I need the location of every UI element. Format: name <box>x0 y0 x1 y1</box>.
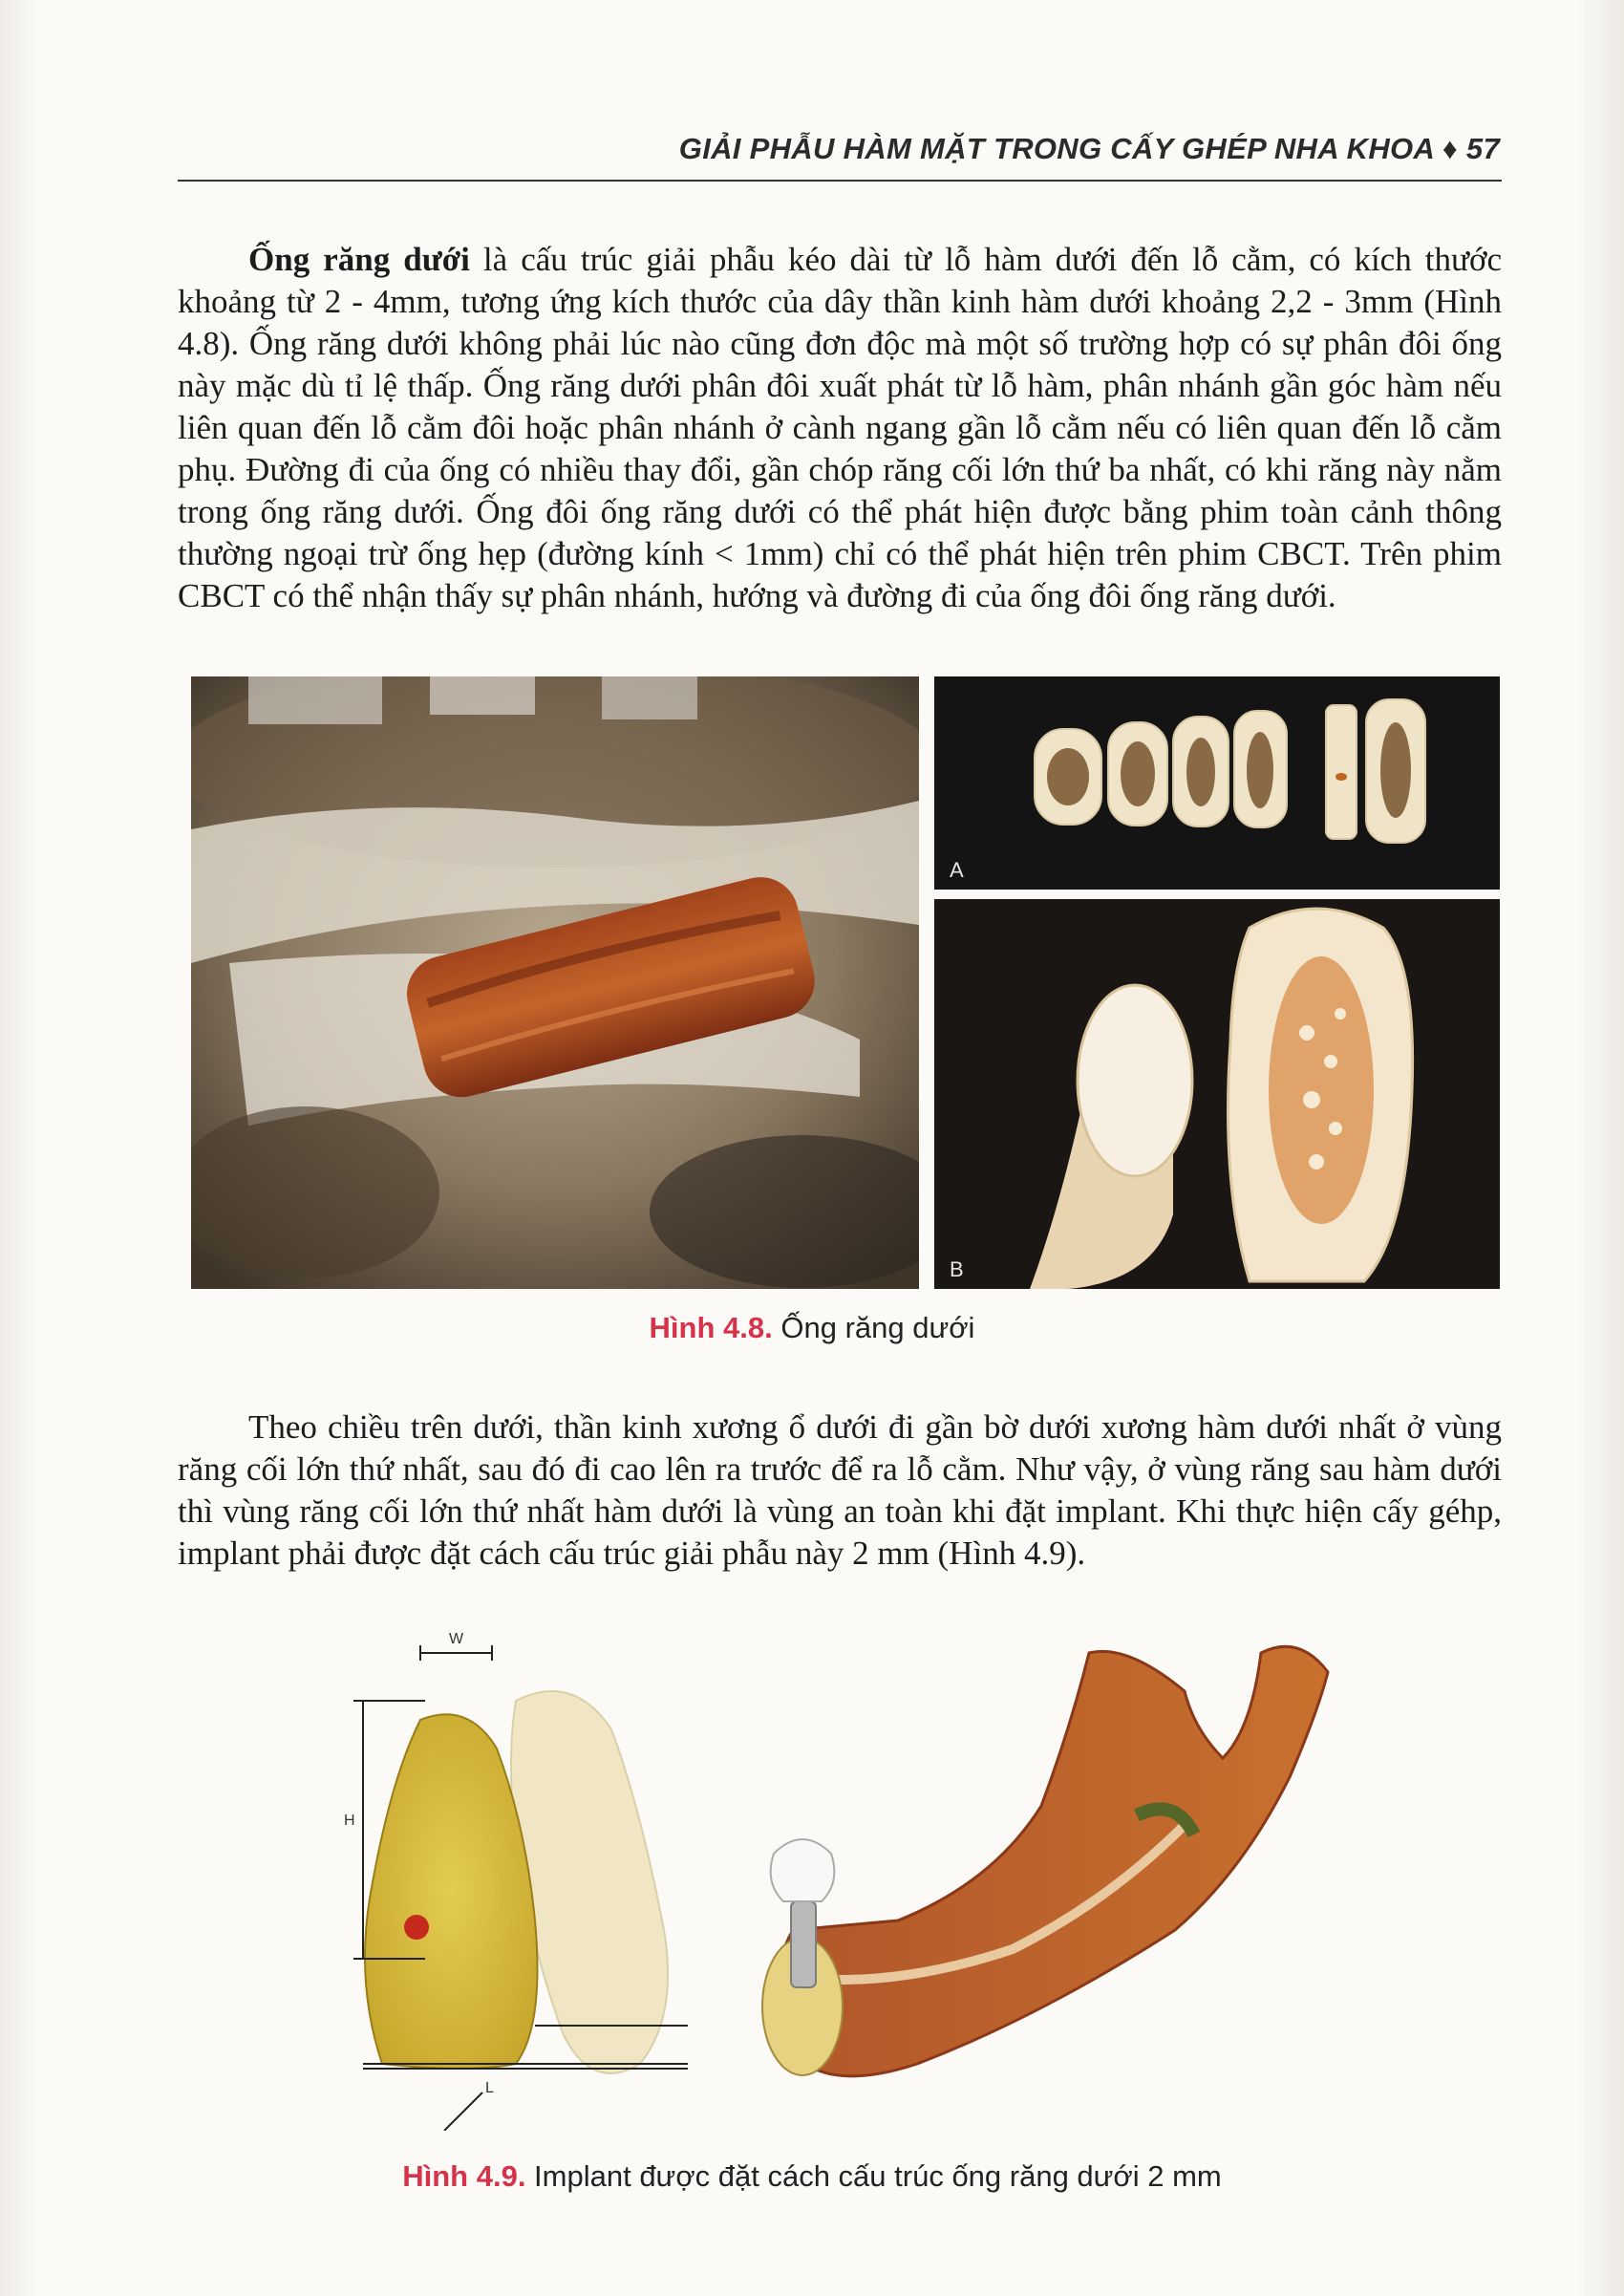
figure-4-8-label: Hình 4.8. <box>649 1311 773 1344</box>
panel-b-label: B <box>950 1257 964 1281</box>
running-header: GIẢI PHẪU HÀM MẶT TRONG CẤY GHÉP NHA KHOA ♦ 57 <box>678 132 1500 165</box>
figure-4-9-caption <box>0 2159 1624 2194</box>
figure-4-8-caption <box>0 1311 1624 1345</box>
bone-sections-photo-a <box>934 676 1500 890</box>
figure-4-9-text: Implant được đặt cách cấu trúc ống răng dưới 2 mm <box>525 2159 1222 2193</box>
figure-4-9-label: Hình 4.9. <box>402 2159 526 2193</box>
paragraph-mandibular-canal <box>178 239 1502 617</box>
paragraph-implant-safety: Theo chiều trên dưới, thần kinh xương ổ dưới đi gần bờ dưới xương hàm dưới nhất ở vùng răng cối lớn thứ nhất, sau đó đi cao lên ra trước để ra lỗ cằm. Như vậy, ở vùng răng sau hàm dưới thì vùng răng cối lớn thứ nhất hàm dưới là vùng an toàn khi đặt implant. Khi thực hiện cấy géhp, implant phải được đặt cách cấu trúc giải phẫu này 2 mm (Hình 4.9). <box>178 1408 1502 1572</box>
header-rule <box>178 180 1502 182</box>
panel-a-label: A <box>950 858 964 882</box>
dissection-photo <box>191 676 919 1289</box>
paragraph1-text: là cấu trúc giải phẫu kéo dài từ lỗ hàm dưới đến lỗ cằm, có kích thước khoảng từ 2 - 4mm, tương ứng kích thước của dây thần kinh hàm dưới khoảng 2,2 - 3mm (Hình 4.8). Ống răng dưới không phải lúc nào cũng đơn độc mà một số trường hợp có sự phân đôi ống này mặc dù tỉ lệ thấp. Ống răng dưới phân đôi xuất phát từ lỗ hàm, phân nhánh gần góc hàm nếu liên quan đến lỗ cằm đôi hoặc phân nhánh ở cành ngang gần lỗ cằm nếu có liên quan đến lỗ cằm phụ. Đường đi của ống có nhiều thay đổi, gần chóp răng cối lớn thứ ba nhất, có khi răng này nằm trong ống răng dưới. Ống đôi ống răng dưới có thể phát hiện được bằng phim toàn cảnh thông thường ngoại trừ ống hẹp (đường kính < 1mm) chỉ có thể phát hiện trên phim CBCT. Trên phim CBCT có thể nhận thấy sự phân nhánh, hướng và đường đi của ống đôi ống răng dưới. <box>178 241 1503 614</box>
figure-4-8-text: Ống răng dưới <box>772 1311 975 1344</box>
bone-sections-photo-b <box>934 899 1500 1289</box>
dim-l-label: L <box>485 2080 494 2096</box>
dim-h-label: H <box>344 1813 355 1829</box>
dim-w-label: W <box>449 1631 464 1647</box>
term-mandibular-canal: Ống răng dưới <box>248 241 470 278</box>
figure-4-9-illustration <box>229 1615 1471 2131</box>
